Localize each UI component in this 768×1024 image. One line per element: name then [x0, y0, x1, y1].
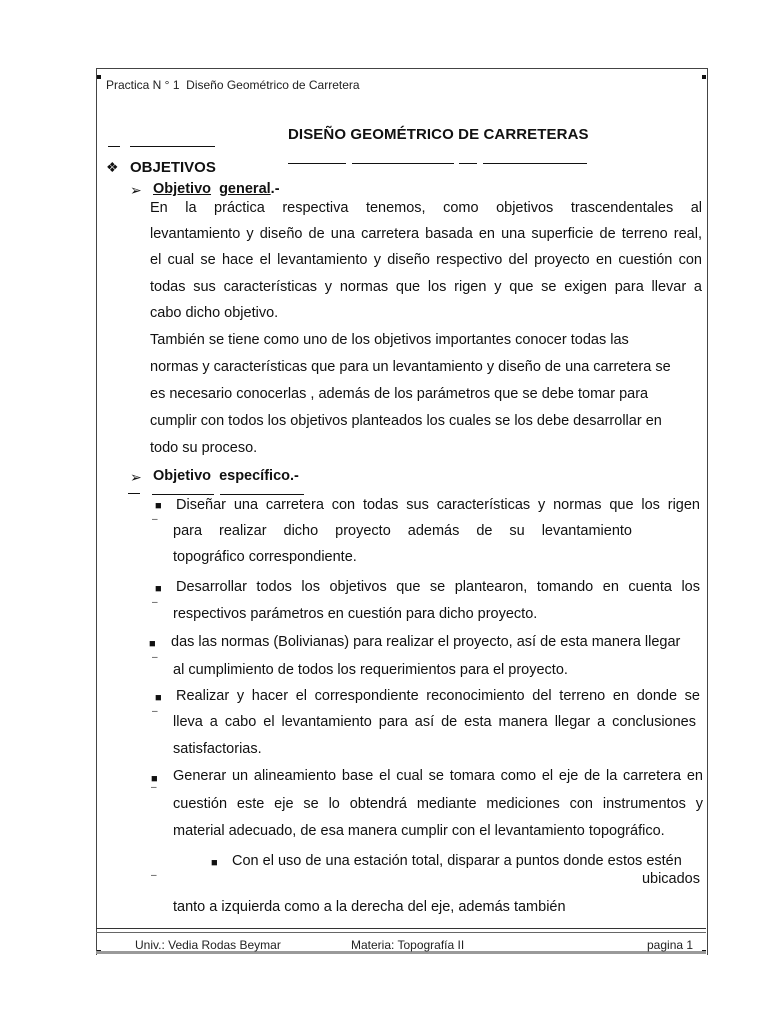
dash-mark: – [152, 706, 158, 717]
square-bullet-icon: ■ [211, 857, 218, 869]
list-item-line: respectivos parámetros en cuestión para dicho proyecto. [173, 606, 538, 622]
list-item-line: cuestión este eje se lo obtendrá mediante mediciones con instrumentos y [173, 796, 703, 812]
square-bullet-icon: ■ [155, 500, 162, 512]
list-item-line: Realizar y hacer el correspondiente reconocimiento del terreno en donde se [176, 688, 700, 704]
corner-mark [97, 75, 101, 79]
decorative-rule [108, 146, 120, 147]
list-item-line: Con el uso de una estación total, disparar a puntos donde estos estén [232, 853, 682, 869]
list-item-line: Diseñar una carretera con todas sus características y normas que los rigen [176, 497, 700, 513]
decorative-rule [130, 146, 215, 147]
subheading-underline [220, 494, 304, 495]
paragraph-line: el cual se hace el levantamiento y diseño respectivo del proyecto en cuestión con [150, 252, 702, 268]
square-bullet-icon: ■ [155, 692, 162, 704]
list-item-line: das las normas (Bolivianas) para realizar el proyecto, así de esta manera llegar [171, 634, 681, 650]
footer-subject: Materia: Topografía II [351, 938, 465, 952]
title-underline [352, 163, 454, 164]
dash-mark: – [151, 870, 157, 881]
footer-page-number: pagina 1 [647, 938, 694, 952]
list-item-line: Generar un alineamiento base el cual se tomara como el eje de la carretera en [173, 768, 703, 784]
paragraph-line: En la práctica respectiva tenemos, como objetivos trascendentales al [150, 200, 702, 216]
subheading-word: general [219, 181, 271, 197]
footer-author: Univ.: Vedia Rodas Beymar [135, 938, 281, 952]
dash-mark: – [152, 597, 158, 608]
dash-mark: – [152, 514, 158, 525]
list-item-line: topográfico correspondiente. [173, 549, 357, 565]
list-item-line: Desarrollar todos los objetivos que se plantearon, tomando en cuenta los [176, 579, 700, 595]
title-underline [459, 163, 477, 164]
arrow-bullet-icon: ➢ [130, 469, 142, 485]
subheading-word: Objetivo [153, 181, 212, 197]
list-item-line: para realizar dicho proyecto además de su levantamiento [173, 523, 632, 539]
square-bullet-icon: ■ [155, 583, 162, 595]
list-item-line: material adecuado, de esa manera cumplir con el levantamiento topográfico. [173, 823, 665, 839]
diamond-bullet-icon: ❖ [106, 159, 119, 175]
list-item-line: tanto a izquierda como a la derecha del eje, además también [173, 899, 566, 915]
page-header: Practica N ° 1 Diseño Geométrico de Carretera [106, 78, 360, 92]
subheading-objetivo-especifico: Objetivo específico.- [153, 468, 299, 484]
title-underline [483, 163, 587, 164]
decorative-rule [128, 493, 140, 494]
paragraph-line: cabo dicho objetivo. [150, 305, 279, 321]
paragraph-line: es necesario conocerlas , además de los parámetros que se debe tomar para [150, 386, 649, 402]
footer-rule [96, 932, 706, 933]
dash-mark: – [152, 652, 158, 663]
section-heading-objetivos: OBJETIVOS [130, 159, 216, 176]
page-title: DISEÑO GEOMÉTRICO DE CARRETERAS [288, 126, 589, 143]
paragraph-line: todo su proceso. [150, 440, 258, 456]
subheading-objetivo-general [153, 181, 280, 197]
list-item-line: ubicados [641, 871, 700, 887]
list-item-line: satisfactorias. [173, 741, 262, 757]
subheading-underline [152, 494, 214, 495]
paragraph-line: levantamiento y diseño de una carretera basada en una superficie de terreno real, [150, 226, 702, 242]
paragraph-line: cumplir con todos los objetivos planteados los cuales se los debe desarrollar en [150, 413, 662, 429]
corner-mark [702, 75, 706, 79]
arrow-bullet-icon: ➢ [130, 182, 142, 198]
list-item-line: al cumplimiento de todos los requerimientos para el proyecto. [173, 662, 568, 678]
list-item-line: lleva a cabo el levantamiento para así de esta manera llegar a conclusiones [173, 714, 696, 730]
footer-rule [96, 928, 706, 929]
subheading-suffix: .- [270, 181, 280, 197]
paragraph-line: También se tiene como uno de los objetivos importantes conocer todas las [150, 332, 629, 348]
square-bullet-icon: ■ [151, 773, 158, 785]
dash-mark: – [151, 782, 157, 793]
title-underline [288, 163, 346, 164]
paragraph-line: todas sus características y normas que los rigen y que se exigen para llevar a [150, 279, 702, 295]
square-bullet-icon: ■ [149, 638, 156, 650]
paragraph-line: normas y características que para un levantamiento y diseño de una carretera se [150, 359, 671, 375]
